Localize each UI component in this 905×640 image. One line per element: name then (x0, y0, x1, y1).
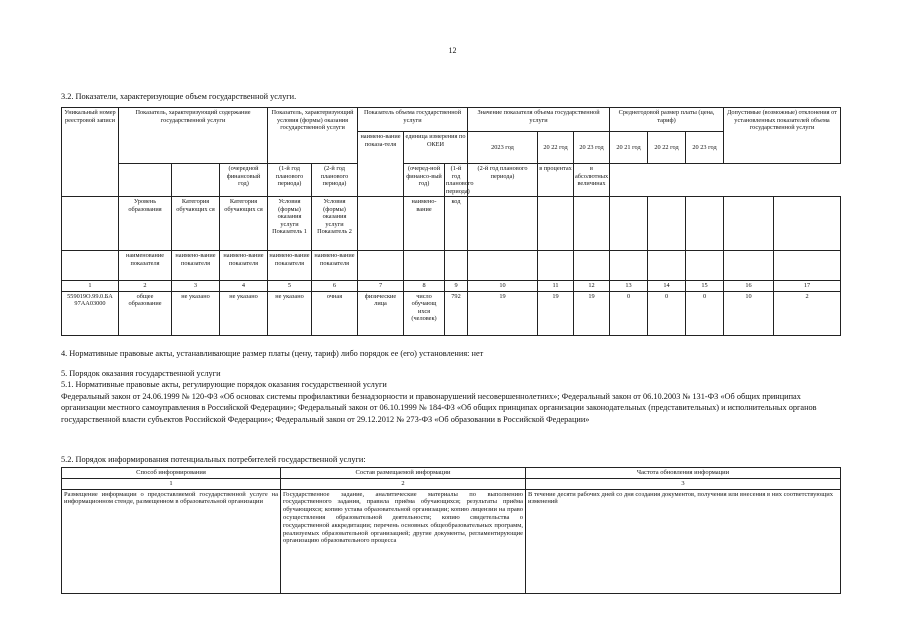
col-number: 15 (686, 281, 724, 292)
col-number: 5 (268, 281, 312, 292)
header-condition-2: Условия (формы) оказания услуги Показатель 2 (312, 197, 358, 251)
cell-education-level: общее образование (119, 291, 172, 335)
header-conditions-indicator: Показатель, характеризующий условия (формы) оказания государственной услуги (268, 108, 358, 164)
cell-unit-code: 792 (445, 291, 468, 335)
header-education-level: Уровень образования (119, 197, 172, 251)
header-empty-12 (574, 197, 610, 251)
cell-content: Государственное задание, аналитические материалы по выполнению государственного задания, правила приёма обучающихся; результаты приёма обучающихся; копию устава образовательной организации; копию лицензии на право осуществления образовательной деятельности; копию свидетельства о государственной аккредитации; перечень основных общеобразовательных программ, реализуемых образовательной организацией; другие документы, регламентирующие организацию образовательного процесса (281, 489, 526, 593)
col-number: 1 (62, 478, 281, 489)
header-empty-1b (62, 251, 119, 281)
header-empty-10 (468, 197, 538, 251)
cell-deviation-absolute: 2 (774, 291, 841, 335)
cell-value-current: 19 (468, 291, 538, 335)
header-plan-year-1: (1-й год планового периода) (268, 164, 312, 197)
header-year-2022a: 20 22 год (538, 132, 574, 164)
header-empty-indicator (358, 197, 404, 251)
col-number: 8 (404, 281, 445, 292)
header-frequency: Частота обновления информации (526, 468, 841, 479)
cell-category-1: не указано (172, 291, 220, 335)
section-5-1: 5.1. Нормативные правовые акты, регулирующие порядок оказания государственной услуги (61, 380, 387, 389)
header-sub-name-3: наимено-вание показателя (220, 251, 268, 281)
header-current-year: (очередной финансовый год) (220, 164, 268, 197)
header-empty-17b (774, 251, 841, 281)
header-unit-name-top (119, 164, 172, 197)
col-number: 13 (610, 281, 648, 292)
header-value-indicator: Значение показателя объема государственной услуги (468, 108, 610, 132)
cell-category-2: не указано (220, 291, 268, 335)
col-number: 12 (574, 281, 610, 292)
table-row (62, 489, 841, 593)
header-avg-fee: Среднегодовой размер платы (цена, тариф) (610, 108, 724, 132)
cell-fee-current: 0 (610, 291, 648, 335)
header-unit-name: наимено-вание (404, 197, 445, 251)
header-empty-11b (538, 251, 574, 281)
col-number: 9 (445, 281, 468, 292)
col-number: 14 (648, 281, 686, 292)
header-unique-number: Уникальный номер реестровой записи (62, 108, 119, 197)
header-unit-okei: единица измерения по ОКЕИ (404, 132, 468, 164)
col-number: 6 (312, 281, 358, 292)
header-unit-code: код (445, 197, 468, 251)
cell-value-plan1: 19 (538, 291, 574, 335)
header-content: Состав размещаемой информации (281, 468, 526, 479)
header-year-2023: 2023 год (468, 132, 538, 164)
header-sub-name-2: наимено-вание показателя (172, 251, 220, 281)
header-empty-13 (610, 197, 648, 251)
cell-fee-plan2: 0 (686, 291, 724, 335)
header-empty-9b (445, 251, 468, 281)
volume-indicators-table (61, 107, 841, 336)
section-3-2-title: 3.2. Показатели, характеризующие объем государственной услуги. (61, 92, 297, 101)
header-empty-10b (468, 251, 538, 281)
header-in-absolute: в абсолютных величинах (574, 164, 610, 197)
header-empty-14 (648, 197, 686, 251)
informing-table (61, 467, 841, 594)
header-empty-15 (686, 197, 724, 251)
cell-frequency: В течение десяти рабочих дней со дня создания документов, получения или внесения в них соответствующих изменений (526, 489, 841, 593)
col-number: 3 (526, 478, 841, 489)
col-number: 7 (358, 281, 404, 292)
header-empty-13b (610, 251, 648, 281)
header-allowed-deviation: Допустимые (возможные) отклонения от установленных показателей объема государственной услуги (724, 108, 841, 164)
col-number: 2 (281, 478, 526, 489)
header-empty-15b (686, 251, 724, 281)
header-student-category-2: Категория обучающих ся (220, 197, 268, 251)
cell-fee-plan1: 0 (648, 291, 686, 335)
cell-unit-name: число обучающ ихся (человек) (404, 291, 445, 335)
cell-condition-2: очная (312, 291, 358, 335)
cell-deviation-percent: 10 (724, 291, 774, 335)
header-method: Способ информирования (62, 468, 281, 479)
col-number: 17 (774, 281, 841, 292)
col-number: 1 (62, 281, 119, 292)
header-empty-11 (538, 197, 574, 251)
header-year-2022b: 20 22 год (648, 132, 686, 164)
header-empty-17 (774, 197, 841, 251)
header-plan-year-1-b: (1-й год планового периода) (445, 164, 468, 197)
section-5-2: 5.2. Порядок информирования потенциальных потребителей государственной услуги: (61, 455, 366, 464)
col-number: 2 (119, 281, 172, 292)
header-content-indicator: Показатель, характеризующий содержание государственной услуги (119, 108, 268, 164)
header-year-2021b: 20 21 год (610, 132, 648, 164)
header-sub-name-1: наименование показателя (119, 251, 172, 281)
col-number: 4 (220, 281, 268, 292)
page-number: 12 (448, 46, 457, 55)
cell-record-id: 559019О.99.0.БА 97АА03000 (62, 291, 119, 335)
col-number: 11 (538, 281, 574, 292)
col-number: 16 (724, 281, 774, 292)
header-empty-8b (404, 251, 445, 281)
header-current-year-b: (очеред-ной финансо-вый год) (404, 164, 445, 197)
header-sub-name-4: наимено-вание показателя (268, 251, 312, 281)
section-5-1-text: Федеральный закон от 24.06.1999 № 120-ФЗ «Об основах системы профилактики безнадзорности и правонарушений несовершеннолетних»; Федеральный закон от 06.10.2003 № 131-ФЗ «Об общих принципах организации местного самоуправления в Российской Федерации»; Федеральный закон от 06.10.1999 № 184-ФЗ «Об общих принципах организации законодательных (представительных) и исполнительных органов государственной власти субъектов Российской Федерации»; Федеральный закон от 29.12.2012 № 273-ФЗ «Об образовании в Российской Федерации» (61, 392, 817, 424)
cell-method: Размещение информации о предоставляемой государственной услуге на информационном стенде, размещенном в образовательной организации (62, 489, 281, 593)
header-indicator-name: наимено-вание показа-теля (358, 132, 404, 197)
table-row (62, 291, 841, 335)
section-4: 4. Нормативные правовые акты, устанавливающие размер платы (цену, тариф) либо порядок ее (его) установления: нет (61, 349, 484, 358)
header-empty-16b (724, 251, 774, 281)
header-plan-year-2: (2-й год планового периода) (312, 164, 358, 197)
cell-value-plan2: 19 (574, 291, 610, 335)
header-empty-14b (648, 251, 686, 281)
column-number-row (62, 281, 841, 292)
cell-indicator: физические лица (358, 291, 404, 335)
cell-condition-1: не указано (268, 291, 312, 335)
header-empty-unique (62, 197, 119, 251)
header-sub-name-5: наимено-вание показателя (312, 251, 358, 281)
header-student-category-1: Категория обучающих ся (172, 197, 220, 251)
header-empty-16 (724, 197, 774, 251)
col-number: 3 (172, 281, 220, 292)
header-empty-7b (358, 251, 404, 281)
header-volume-indicator: Показатель объема государственной услуги (358, 108, 468, 132)
header-year-2023b: 20 23 год (686, 132, 724, 164)
header-plan-year-2-b: (2-й год планового периода) (468, 164, 538, 197)
header-condition-1: Условия (формы) оказания услуги Показатель 1 (268, 197, 312, 251)
header-in-percent: в процентах (538, 164, 574, 197)
section-5: 5. Порядок оказания государственной услуги (61, 369, 221, 378)
header-empty-12b (574, 251, 610, 281)
header-year-2023a: 20 23 год (574, 132, 610, 164)
header-unit-code-top (172, 164, 220, 197)
col-number: 10 (468, 281, 538, 292)
